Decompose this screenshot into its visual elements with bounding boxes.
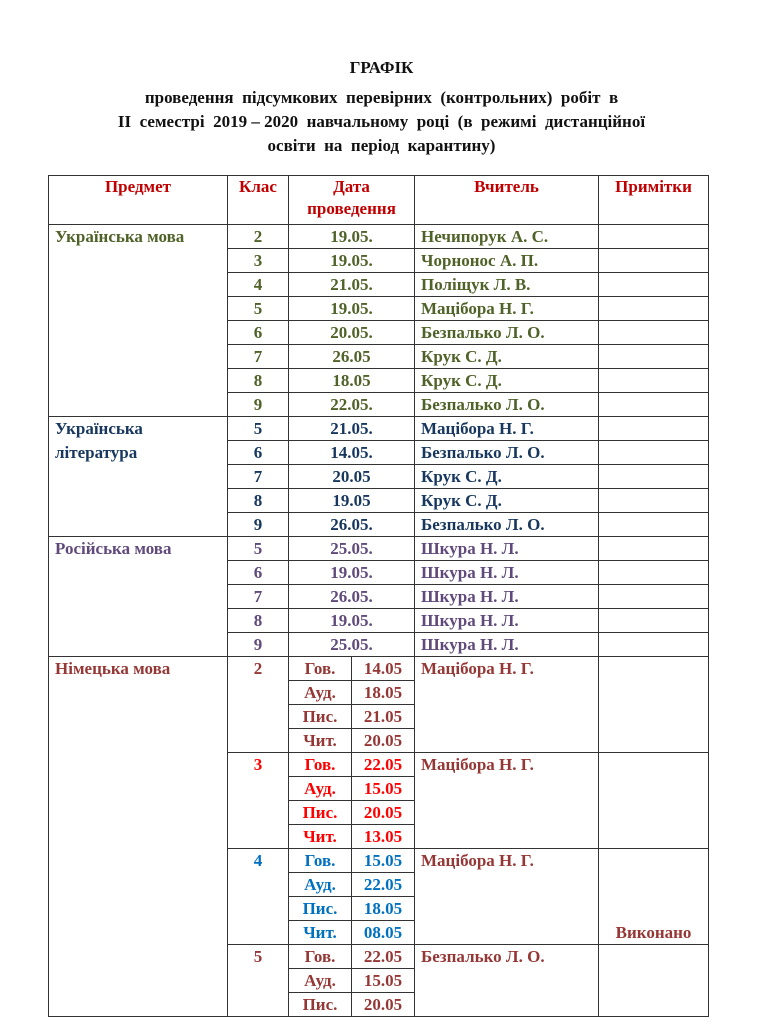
teacher-cell: Шкура Н. Л. [415, 561, 599, 585]
header-class: Клас [228, 176, 289, 225]
title-line-2: проведення підсумкових перевірних (контрольних) робіт в [144, 88, 619, 107]
date-cell: 20.05 [289, 465, 415, 489]
date-cell: 19.05. [289, 609, 415, 633]
table-row [49, 537, 709, 561]
date-cell: 25.05. [289, 633, 415, 657]
activity-type-cell: Чит. [289, 729, 352, 753]
date-cell: 19.05. [289, 561, 415, 585]
class-cell: 4 [228, 849, 289, 945]
notes-cell [599, 225, 709, 249]
date-cell: 26.05. [289, 513, 415, 537]
subject-cell: Українська мова [49, 225, 228, 417]
header-row [49, 176, 709, 225]
class-cell: 7 [228, 585, 289, 609]
notes-cell [599, 417, 709, 441]
subject-cell: Російська мова [49, 537, 228, 657]
subject-cell: Українська література [49, 417, 228, 537]
teacher-cell: Маціборa Н. Г. [415, 417, 599, 441]
activity-type-cell: Пис. [289, 897, 352, 921]
subject-cell: Німецька мова [49, 657, 228, 1017]
notes-cell [599, 489, 709, 513]
date-cell: 21.05. [289, 417, 415, 441]
teacher-cell: Крук С. Д. [415, 489, 599, 513]
activity-type-cell: Ауд. [289, 873, 352, 897]
date-cell: 08.05 [352, 921, 415, 945]
class-cell: 9 [228, 633, 289, 657]
notes-cell [599, 633, 709, 657]
notes-cell [599, 345, 709, 369]
class-cell: 3 [228, 753, 289, 849]
class-cell: 7 [228, 345, 289, 369]
date-cell: 22.05 [352, 945, 415, 969]
activity-type-cell: Ауд. [289, 681, 352, 705]
date-cell: 21.05. [289, 273, 415, 297]
class-cell: 8 [228, 489, 289, 513]
date-cell: 19.05. [289, 225, 415, 249]
activity-type-cell: Гов. [289, 657, 352, 681]
date-cell: 26.05 [289, 345, 415, 369]
teacher-cell: Крук С. Д. [415, 369, 599, 393]
activity-type-cell: Гов. [289, 945, 352, 969]
activity-type-cell: Гов. [289, 753, 352, 777]
date-cell: 19.05 [289, 489, 415, 513]
teacher-cell: Шкура Н. Л. [415, 633, 599, 657]
title-line-3: ІІ семестрі 2019 – 2020 навчальному році (в режимі дистанційної [117, 112, 646, 131]
notes-cell [599, 585, 709, 609]
notes-cell [599, 441, 709, 465]
date-cell: 26.05. [289, 585, 415, 609]
class-cell: 6 [228, 561, 289, 585]
notes-cell [599, 393, 709, 417]
teacher-cell: Чорнонос А. П. [415, 249, 599, 273]
activity-type-cell: Чит. [289, 921, 352, 945]
activity-type-cell: Гов. [289, 849, 352, 873]
notes-cell [599, 609, 709, 633]
notes-cell [599, 945, 709, 1017]
date-cell: 13.05 [352, 825, 415, 849]
class-cell: 2 [228, 657, 289, 753]
class-cell: 5 [228, 945, 289, 1017]
class-cell: 8 [228, 369, 289, 393]
date-cell: 15.05 [352, 849, 415, 873]
teacher-cell: Безпалько Л. О. [415, 945, 599, 1017]
activity-type-cell: Чит. [289, 825, 352, 849]
notes-cell [599, 297, 709, 321]
date-cell: 14.05. [289, 441, 415, 465]
class-cell: 6 [228, 441, 289, 465]
teacher-cell: Поліщук Л. В. [415, 273, 599, 297]
title-line-4: освіти на період карантину) [267, 136, 496, 155]
class-cell: 2 [228, 225, 289, 249]
table-row [49, 225, 709, 249]
date-cell: 20.05 [352, 801, 415, 825]
date-cell: 22.05. [289, 393, 415, 417]
teacher-cell: Нечипорук А. С. [415, 225, 599, 249]
teacher-cell: Мацібора Н. Г. [415, 657, 599, 753]
date-cell: 15.05 [352, 969, 415, 993]
notes-cell: Виконано [599, 849, 709, 945]
schedule-table [48, 175, 709, 1017]
date-cell: 22.05 [352, 753, 415, 777]
class-cell: 9 [228, 393, 289, 417]
date-cell: 18.05 [352, 897, 415, 921]
teacher-cell: Шкура Н. Л. [415, 585, 599, 609]
header-teacher: Вчитель [415, 176, 599, 225]
teacher-cell: Безпалько Л. О. [415, 321, 599, 345]
table-row [49, 657, 709, 681]
header-notes: Примітки [599, 176, 709, 225]
class-cell: 7 [228, 465, 289, 489]
activity-type-cell: Пис. [289, 801, 352, 825]
title-heading: ГРАФІК [349, 58, 414, 77]
activity-type-cell: Ауд. [289, 777, 352, 801]
notes-cell [599, 369, 709, 393]
notes-cell [599, 561, 709, 585]
activity-type-cell: Пис. [289, 993, 352, 1017]
date-cell: 21.05 [352, 705, 415, 729]
notes-cell [599, 273, 709, 297]
date-cell: 19.05. [289, 297, 415, 321]
notes-cell [599, 537, 709, 561]
class-cell: 4 [228, 273, 289, 297]
teacher-cell: Шкура Н. Л. [415, 537, 599, 561]
class-cell: 5 [228, 537, 289, 561]
notes-cell [599, 513, 709, 537]
table-body [49, 225, 709, 1017]
date-cell: 22.05 [352, 873, 415, 897]
notes-cell [599, 657, 709, 753]
header-subject: Предмет [49, 176, 228, 225]
teacher-cell: Мацібора Н. Г. [415, 849, 599, 945]
teacher-cell: Безпалько Л. О. [415, 513, 599, 537]
teacher-cell: Крук С. Д. [415, 345, 599, 369]
date-cell: 18.05 [352, 681, 415, 705]
class-cell: 6 [228, 321, 289, 345]
class-cell: 9 [228, 513, 289, 537]
table-row [49, 417, 709, 441]
teacher-cell: Безпалько Л. О. [415, 393, 599, 417]
notes-cell [599, 321, 709, 345]
class-cell: 8 [228, 609, 289, 633]
header-date: Дата проведення [289, 176, 415, 225]
teacher-cell: Шкура Н. Л. [415, 609, 599, 633]
date-cell: 19.05. [289, 249, 415, 273]
notes-cell [599, 753, 709, 849]
teacher-cell: Безпалько Л. О. [415, 441, 599, 465]
activity-type-cell: Пис. [289, 705, 352, 729]
date-cell: 18.05 [289, 369, 415, 393]
date-cell: 14.05 [352, 657, 415, 681]
teacher-cell: Крук С. Д. [415, 465, 599, 489]
activity-type-cell: Ауд. [289, 969, 352, 993]
date-cell: 25.05. [289, 537, 415, 561]
class-cell: 3 [228, 249, 289, 273]
date-cell: 15.05 [352, 777, 415, 801]
class-cell: 5 [228, 417, 289, 441]
date-cell: 20.05 [352, 729, 415, 753]
notes-cell [599, 465, 709, 489]
notes-cell [599, 249, 709, 273]
date-cell: 20.05 [352, 993, 415, 1017]
teacher-cell: Мацібора Н. Г. [415, 753, 599, 849]
class-cell: 5 [228, 297, 289, 321]
teacher-cell: Мацібора Н. Г. [415, 297, 599, 321]
date-cell: 20.05. [289, 321, 415, 345]
